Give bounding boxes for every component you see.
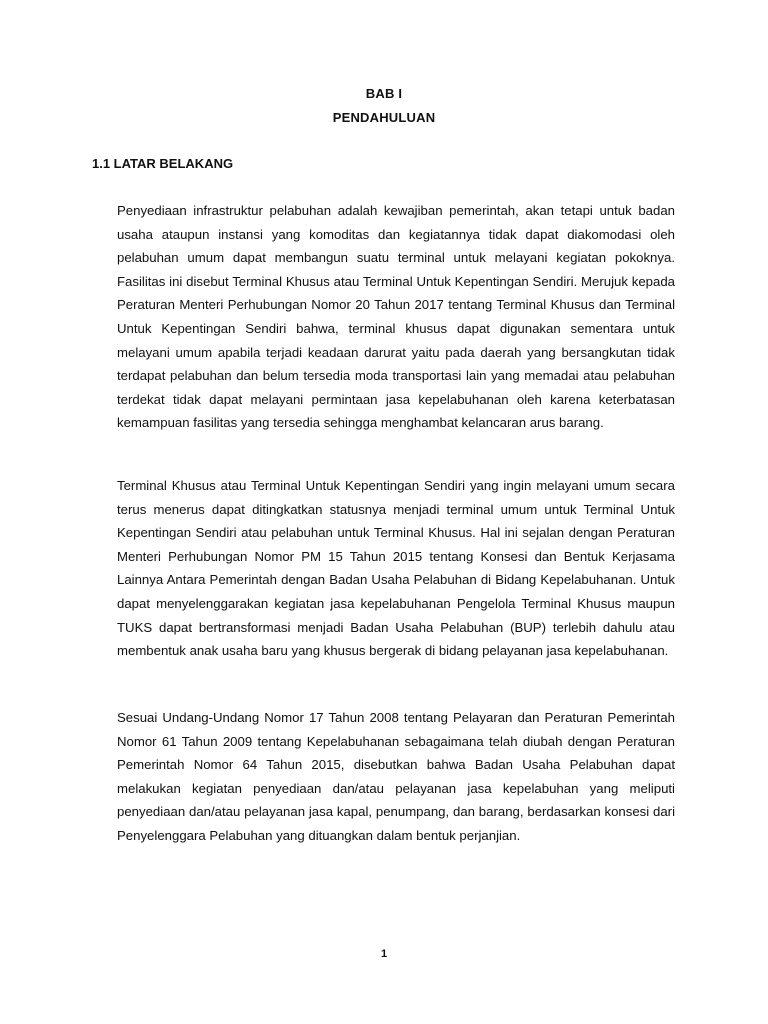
paragraph-2: Terminal Khusus atau Terminal Untuk Kepentingan Sendiri yang ingin melayani umum secara terus menerus dapat ditingkatkan statusnya menjadi terminal umum untuk Terminal Untuk Kepentingan Sendiri atau pelabuhan untuk Terminal Khusus. Hal ini sejalan dengan Peraturan Menteri Perhubungan Nomor PM 15 Tahun 2015 tentang Konsesi dan Bentuk Kerjasama Lainnya Antara Pemerintah dengan Badan Usaha Pelabuhan di Bidang Kepelabuhanan. Untuk dapat menyelenggarakan kegiatan jasa kepelabuhanan Pengelola Terminal Khusus maupun TUKS dapat bertransformasi menjadi Badan Usaha Pelabuhan (BUP) terlebih dahulu atau membentuk anak usaha baru yang khusus bergerak di bidang pelayanan jasa kepelabuhanan. xyxy=(117,478,675,659)
chapter-number: BAB I xyxy=(365,86,403,101)
paragraph-1: Penyediaan infrastruktur pelabuhan adalah kewajiban pemerintah, akan tetapi untuk badan usaha ataupun instansi yang komoditas dan kegiatannya tidak dapat diakomodasi oleh pelabuhan umum dapat membangun suatu terminal untuk melayani kegiatan pokoknya. Fasilitas ini disebut Terminal Khusus atau Terminal Untuk Kepentingan Sendiri. Merujuk kepada Peraturan Menteri Perhubungan Nomor 20 Tahun 2017 tentang Terminal Khusus dan Terminal Untuk Kepentingan Sendiri bahwa, terminal khusus dapat digunakan sementara untuk melayani umum apabila terjadi keadaan darurat yaitu pada daerah yang bersangkutan tidak terdapat pelabuhan dan belum tersedia moda transportasi lain yang memadai atau pelabuhan terdekat tidak dapat melayani permintaan jasa kepelabuhanan oleh karena keterbatasan kemampuan fasilitas yang tersedia sehingga menghambat kelancaran arus barang. xyxy=(117,203,675,431)
chapter-title: PENDAHULUAN xyxy=(332,110,436,125)
page-number: 1 xyxy=(380,948,388,960)
section-heading: 1.1 LATAR BELAKANG xyxy=(92,156,234,171)
paragraph-3: Sesuai Undang-Undang Nomor 17 Tahun 2008 tentang Pelayaran dan Peraturan Pemerintah Nomor 61 Tahun 2009 tentang Kepelabuhanan sebagaimana telah diubah dengan Peraturan Pemerintah Nomor 64 Tahun 2015, disebutkan bahwa Badan Usaha Pelabuhan dapat melakukan kegiatan penyediaan dan/atau pelayanan jasa kepelabuhan yang meliputi penyediaan dan/atau pelayanan jasa kapal, penumpang, dan barang, berdasarkan konsesi dari Penyelenggara Pelabuhan yang dituangkan dalam bentuk perjanjian. xyxy=(117,710,675,843)
